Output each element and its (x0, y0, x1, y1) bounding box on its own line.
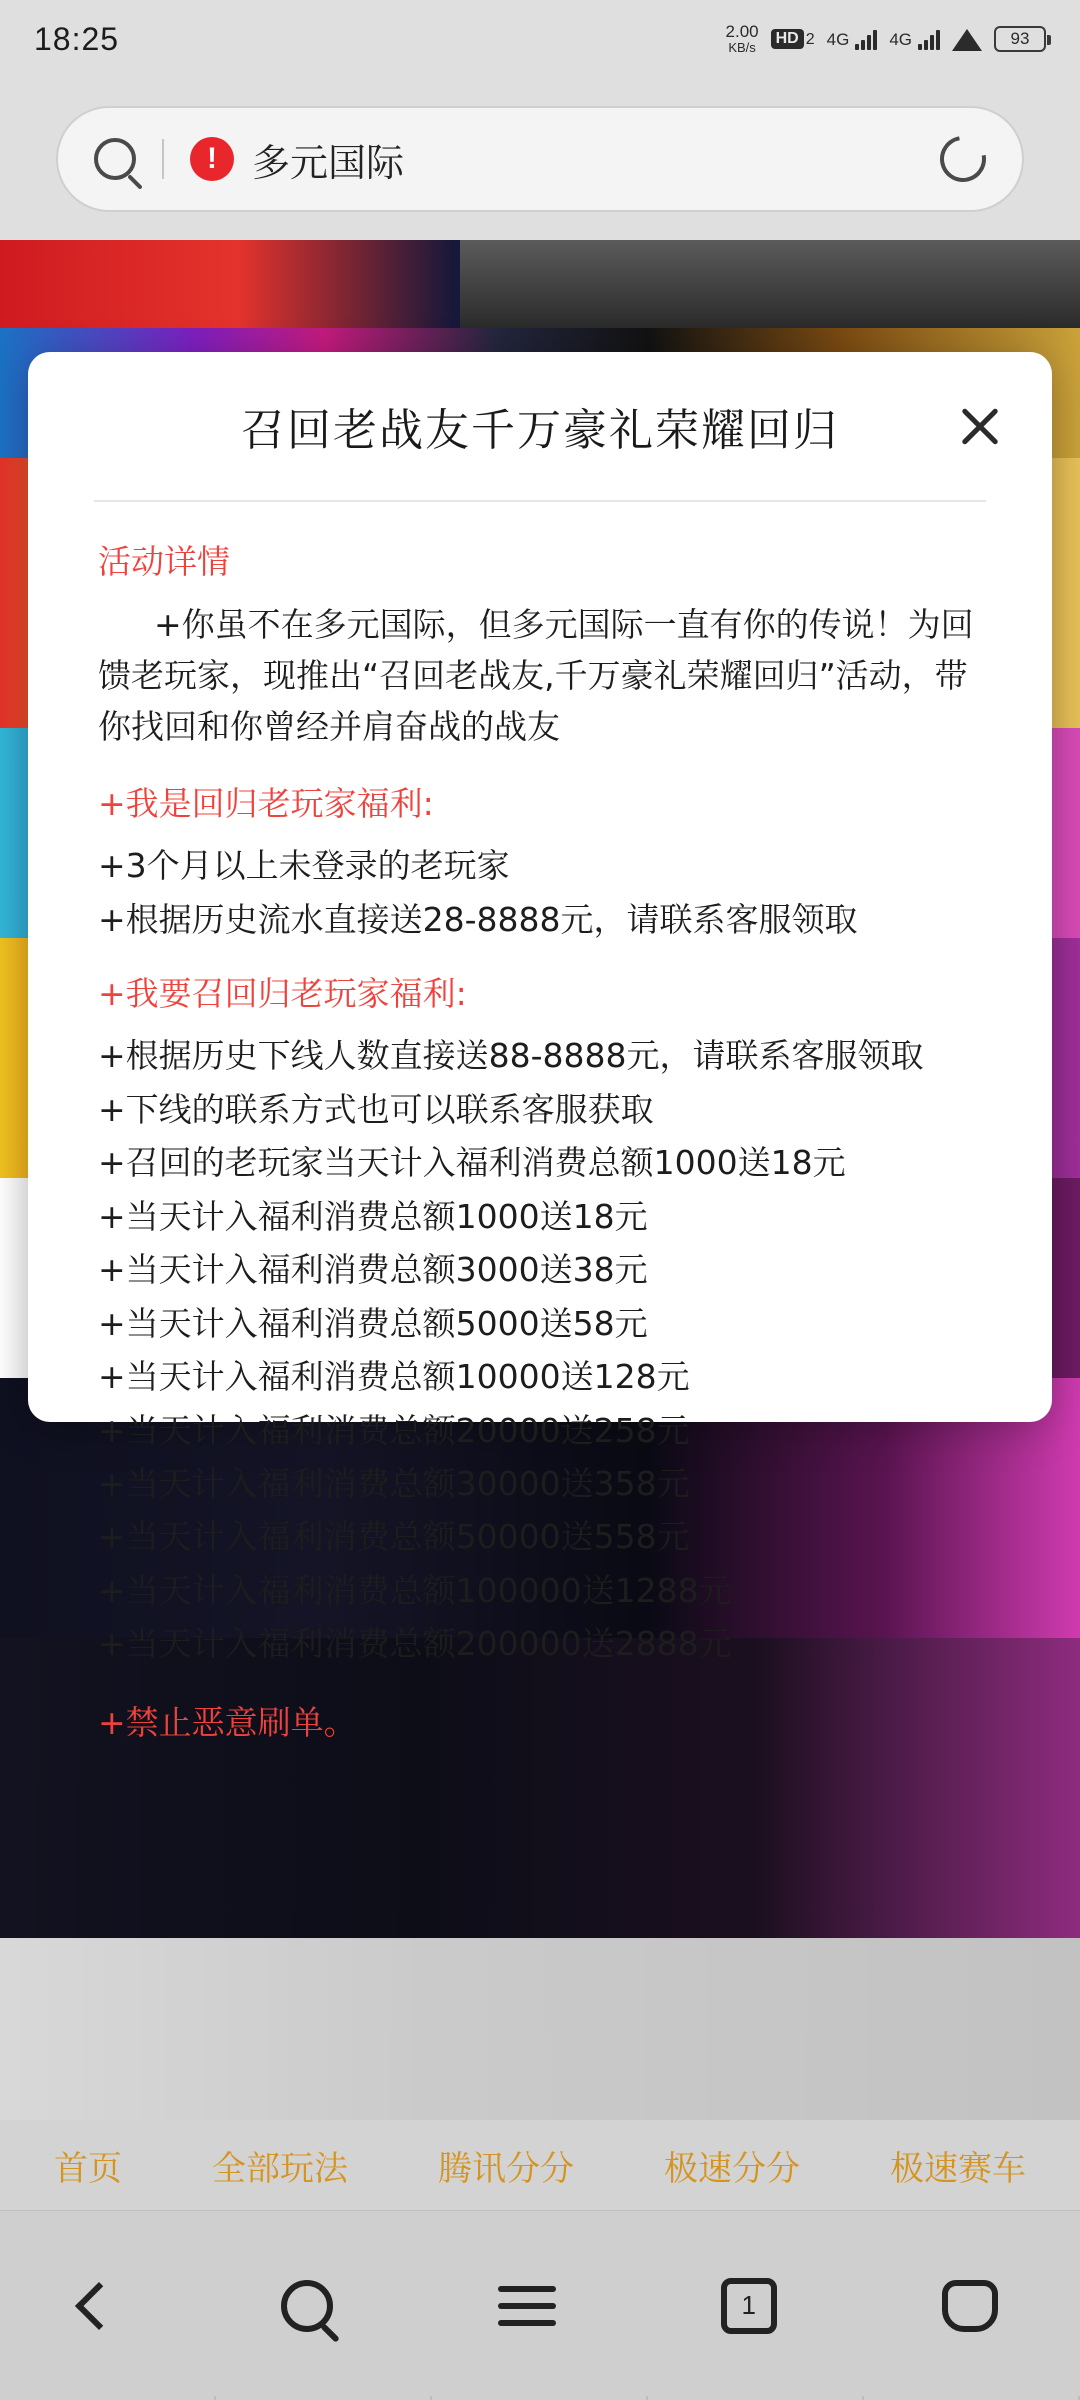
intro-paragraph: +你虽不在多元国际，但多元国际一直有你的传说！为回馈老玩家，现推出“召回老战友,千万豪礼荣耀回归”活动，带你找回和你曾经并肩奋战的战友 (98, 605, 974, 747)
home-icon[interactable] (942, 2280, 998, 2332)
list-item: +根据历史流水直接送28-8888元，请联系客服领取 (98, 899, 858, 939)
divider (162, 139, 164, 179)
tabs-icon[interactable] (721, 2278, 777, 2334)
category-item-speed-ffc[interactable]: 极速分分 (664, 2149, 800, 2188)
network-speed-value: 2.00 (725, 22, 759, 42)
status-icons (726, 23, 1046, 54)
hd-sim-index: 2 (805, 30, 815, 48)
sim2-network-label: 4G (889, 29, 912, 49)
list-item: +当天计入福利消费总额100000送1288元 (98, 1570, 732, 1610)
network-speed-unit: KB/s (728, 40, 756, 56)
banner-strip (0, 1938, 1080, 2138)
signal-sim2-icon (889, 28, 940, 50)
list-item: +当天计入福利消费总额5000送58元 (98, 1303, 648, 1343)
group1-heading: +我是回归老玩家福利: (98, 784, 434, 824)
list-item: +当天计入福利消费总额1000送18元 (98, 1196, 648, 1236)
list-item: +当天计入福利消费总额30000送358元 (98, 1463, 690, 1503)
sim1-network-label: 4G (826, 29, 850, 49)
list-item: +3个月以上未登录的老玩家 (98, 846, 510, 886)
sim2-bars (918, 28, 940, 50)
reload-icon[interactable] (931, 127, 995, 191)
search-icon[interactable] (94, 138, 136, 180)
search-icon[interactable] (281, 2280, 333, 2332)
hd-label: HD (771, 29, 804, 49)
warning-icon: ! (190, 137, 234, 181)
dialog-header (28, 352, 1052, 500)
sim1-bars (855, 28, 877, 50)
category-item-home[interactable]: 首页 (54, 2149, 122, 2188)
divider (0, 2396, 1080, 2400)
dialog-title: 召回老战友千万豪礼荣耀回归 (241, 405, 839, 456)
menu-icon[interactable] (498, 2286, 556, 2326)
system-navigation-bar (0, 2210, 1080, 2400)
browser-toolbar (0, 78, 1080, 240)
signal-sim1-icon (827, 28, 878, 50)
list-item: +当天计入福利消费总额3000送38元 (98, 1250, 648, 1290)
back-icon[interactable] (75, 2281, 123, 2329)
warning-note: +禁止恶意刷单。 (98, 1702, 357, 1742)
list-item: +根据历史下线人数直接送88-8888元，请联系客服领取 (98, 1036, 924, 1076)
banner-strip (0, 240, 1080, 328)
category-item-tencent-ffc[interactable]: 腾讯分分 (438, 2149, 574, 2188)
category-item-all-games[interactable]: 全部玩法 (212, 2149, 348, 2188)
list-item: +当天计入福利消费总额200000送2888元 (98, 1624, 732, 1664)
section-title: 活动详情 (98, 542, 230, 581)
search-input[interactable] (56, 106, 1024, 212)
status-bar (0, 0, 1080, 78)
tabs-count: 1 (741, 2290, 757, 2320)
hd-voice-icon (771, 29, 815, 49)
network-speed (726, 23, 759, 54)
url-text[interactable]: 多元国际 (252, 142, 405, 185)
dialog-body (28, 502, 1052, 1744)
list-item: +当天计入福利消费总额20000送258元 (98, 1410, 690, 1450)
battery-percent: 93 (1010, 28, 1030, 48)
status-time: 18:25 (34, 20, 120, 57)
list-item: +召回的老玩家当天计入福利消费总额1000送18元 (98, 1143, 846, 1183)
list-item: +当天计入福利消费总额50000送558元 (98, 1517, 690, 1557)
list-item: +当天计入福利消费总额10000送128元 (98, 1357, 690, 1397)
list-item: +下线的联系方式也可以联系客服获取 (98, 1089, 654, 1129)
group2-heading: +我要召回归老玩家福利: (98, 974, 467, 1014)
wifi-icon (952, 27, 982, 51)
category-item-speed-racing[interactable]: 极速赛车 (890, 2149, 1026, 2188)
banner-image (460, 240, 1080, 330)
category-nav (0, 2120, 1080, 2210)
activity-detail-dialog (28, 352, 1052, 1742)
battery-icon (994, 26, 1046, 52)
close-icon[interactable] (954, 400, 1006, 452)
